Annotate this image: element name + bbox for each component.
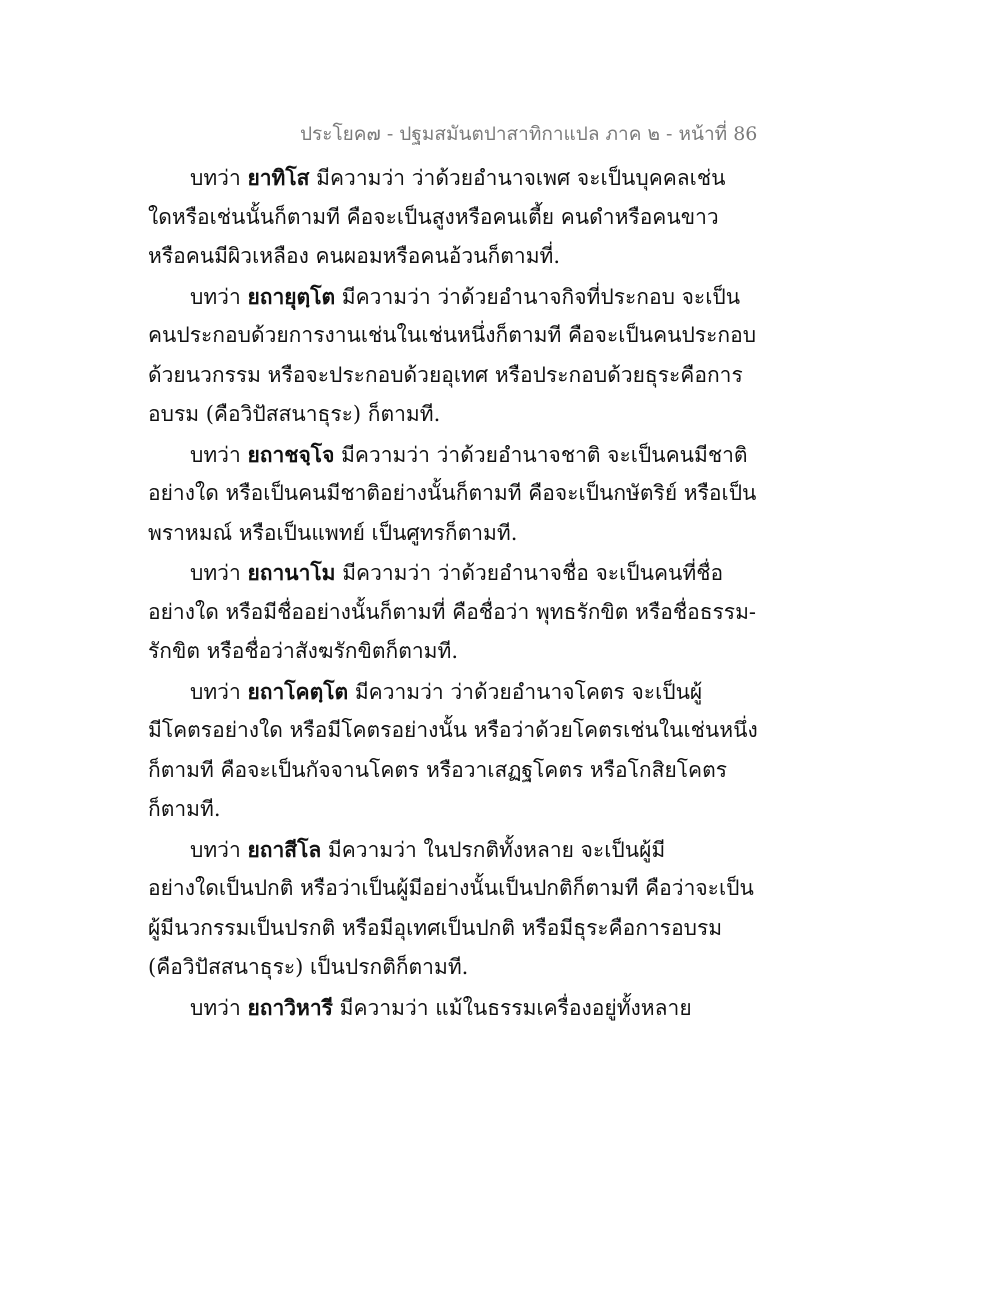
paragraph-line: หรือคนมีผิวเหลือง คนผอมหรือคนอ้วนก็ตามที่.	[148, 244, 561, 268]
pali-term: ยาทิโส	[247, 165, 310, 190]
paragraph-line: อย่างใด หรือเป็นคนมีชาติอย่างนั้นก็ตามที คือจะเป็นกษัตริย์ หรือเป็น	[148, 481, 757, 505]
pali-term: ยถาโคตฺโต	[247, 678, 349, 704]
pali-term: ยถาชจฺโจ	[247, 441, 335, 467]
paragraph-first-rest: มีความว่า ว่าด้วยอำนาจชื่อ จะเป็นคนที่ชื่อ	[335, 561, 724, 585]
pali-term: ยถาสีโล	[247, 836, 322, 862]
paragraph-yadiso	[148, 158, 726, 277]
paragraph-first-rest: มีความว่า ในปรกติทั้งหลาย จะเป็นผู้มี	[321, 837, 666, 862]
paragraph-first-line	[148, 435, 748, 475]
paragraph-first-line	[148, 277, 741, 317]
page-header: ประโยค๗ - ปฐมสมันตปาสาทิกาแปล ภาค ๒ - หน้าที่ 86	[300, 123, 758, 145]
paragraph-line: รักขิต หรือชื่อว่าสังฆรักขิตก็ตามที.	[148, 639, 458, 663]
paragraph-first-line	[148, 988, 708, 1028]
paragraph-line: อย่างใดเป็นปกติ หรือว่าเป็นผู้มีอย่างนั้นเป็นปกติก็ตามที คือว่าจะเป็น	[148, 876, 754, 900]
paragraph-yathavihari	[148, 988, 708, 1028]
paragraph-first-line	[148, 553, 724, 593]
paragraph-yathasilo	[148, 830, 754, 988]
paragraph-line: ผู้มีนวกรรมเป็นปรกติ หรือมีอุเทศเป็นปกติ หรือมีธุระคือการอบรม	[148, 915, 723, 940]
paragraph-first-rest: มีความว่า ว่าด้วยอำนาจกิจที่ประกอบ จะเป็น	[335, 284, 741, 309]
paragraph-lead: บทว่า	[190, 995, 248, 1020]
paragraph-line: มีโคตรอย่างใด หรือมีโคตรอย่างนั้น หรือว่าด้วยโคตรเช่นในเช่นหนึ่ง	[148, 718, 758, 742]
paragraph-line: อย่างใด หรือมีชื่ออย่างนั้นก็ตามที่ คือชื่อว่า พุทธรักขิต หรือชื่อธรรม-	[148, 599, 757, 624]
paragraph-first-line	[148, 672, 708, 712]
paragraph-line: พราหมณ์ หรือเป็นแพทย์ เป็นศูทรก็ตามที.	[148, 520, 518, 545]
pali-term: ยถาวิหารี	[247, 994, 333, 1020]
paragraph-line: อบรม (คือวิปัสสนาธุระ) ก็ตามที.	[148, 402, 441, 426]
paragraph-line: ใดหรือเช่นนั้นก็ตามที คือจะเป็นสูงหรือคนเตี้ย คนดำหรือคนขาว	[148, 204, 719, 229]
paragraph-lead: บทว่า	[190, 166, 248, 190]
paragraph-yathajacco	[148, 435, 757, 554]
paragraph-first-line	[148, 158, 726, 198]
paragraph-first-line	[148, 830, 708, 870]
paragraph-line: คนประกอบด้วยการงานเช่นในเช่นหนึ่งก็ตามที คือจะเป็นคนประกอบ	[148, 323, 757, 347]
paragraph-first-rest: มีความว่า ว่าด้วยอำนาจโคตร จะเป็นผู้	[348, 679, 703, 704]
pali-term: ยถายุตฺโต	[247, 283, 336, 309]
paragraph-line: ก็ตามที คือจะเป็นกัจจานโคตร หรือวาเสฏฐโคตร หรือโกสิยโคตร	[148, 757, 728, 782]
paragraph-first-rest: มีความว่า แม้ในธรรมเครื่องอยู่ทั้งหลาย	[332, 995, 692, 1020]
paragraph-lead: บทว่า	[190, 679, 248, 704]
paragraph-lead: บทว่า	[190, 442, 248, 467]
paragraph-line: ก็ตามที.	[148, 797, 221, 821]
paragraph-lead: บทว่า	[190, 284, 248, 309]
paragraph-first-rest: มีความว่า ว่าด้วยอำนาจชาติ จะเป็นคนมีชาติ	[334, 442, 748, 467]
paragraph-yathayutto	[148, 277, 757, 435]
pali-term: ยถานาโม	[247, 560, 336, 585]
paragraph-line: ด้วยนวกรรม หรือจะประกอบด้วยอุเทศ หรือประกอบด้วยธุระคือการ	[148, 362, 743, 387]
paragraph-yathagotto	[148, 672, 758, 830]
paragraph-lead: บทว่า	[190, 837, 248, 862]
paragraph-first-rest: มีความว่า ว่าด้วยอำนาจเพศ จะเป็นบุคคลเช่น	[309, 166, 726, 190]
body-text	[148, 158, 758, 1027]
paragraph-yathanamo	[148, 553, 757, 672]
paragraph-line: (คือวิปัสสนาธุระ) เป็นปรกติก็ตามที.	[148, 955, 469, 979]
paragraph-lead: บทว่า	[190, 561, 248, 585]
